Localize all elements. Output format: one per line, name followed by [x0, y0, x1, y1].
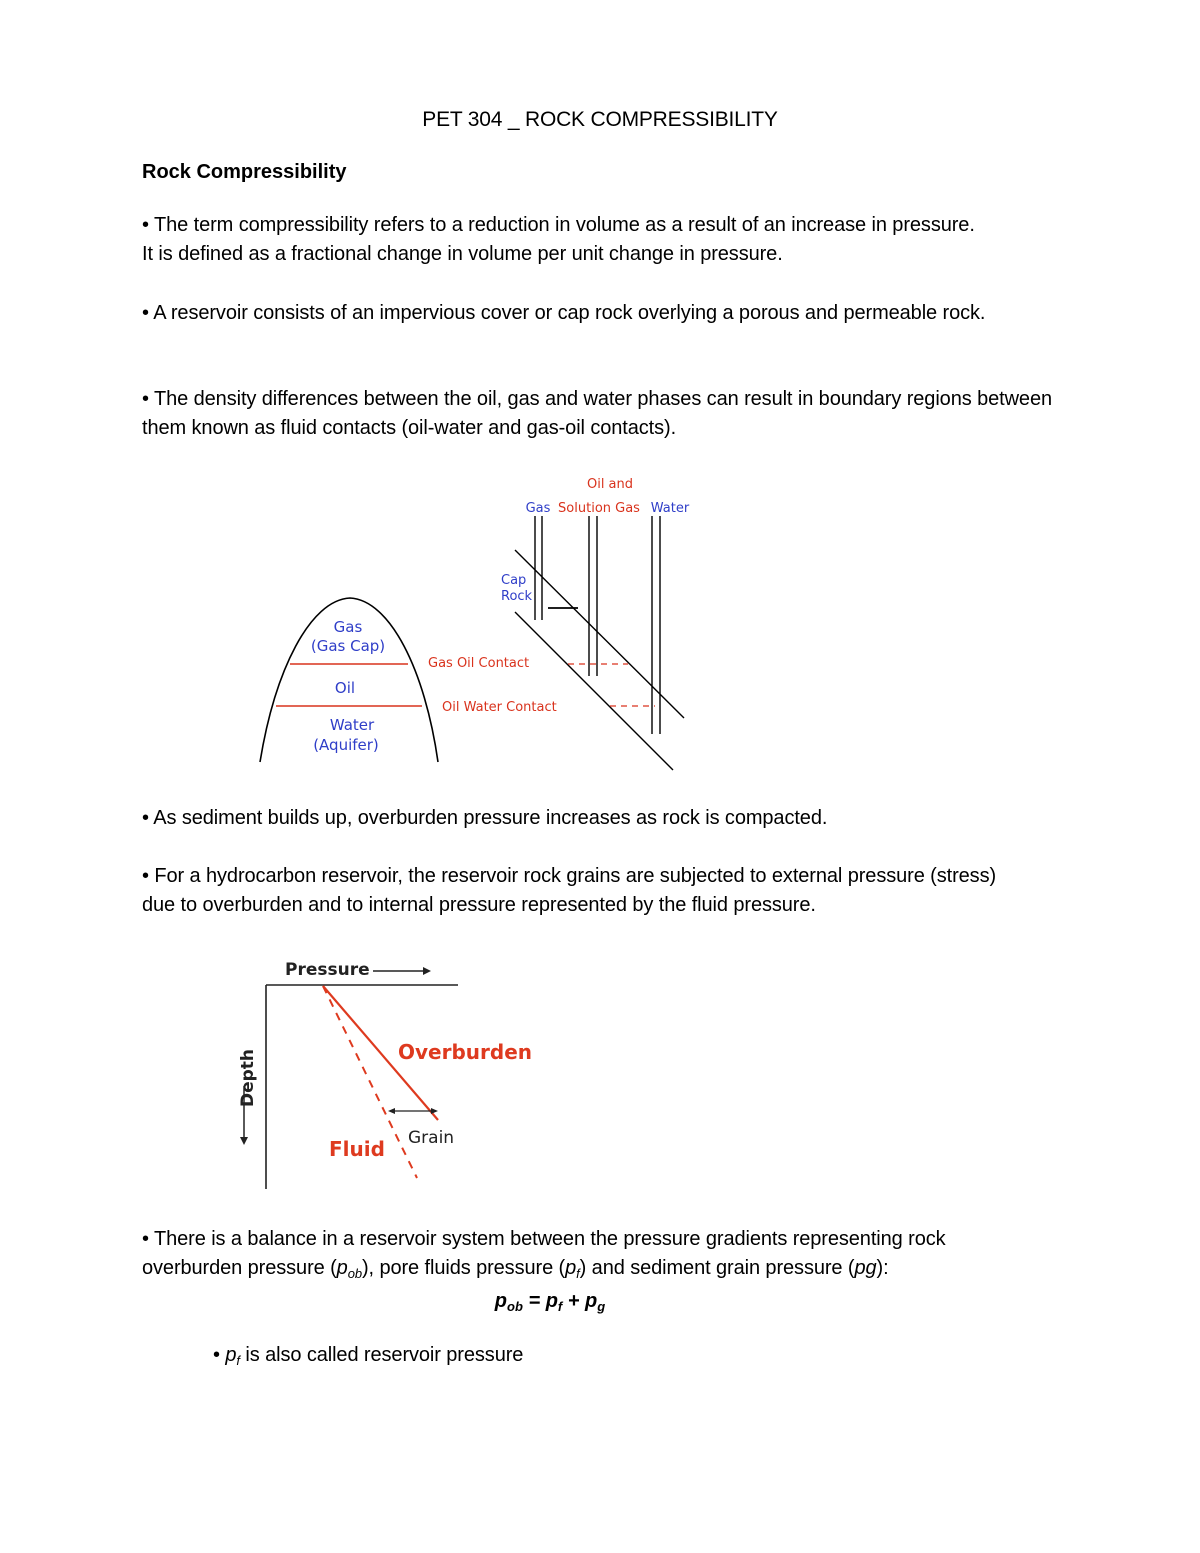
grain-arrow-head-left	[388, 1108, 395, 1114]
depth-axis-label: Depth	[238, 1048, 258, 1108]
oil-water-contact-label: Oil Water Contact	[442, 700, 557, 715]
paragraph-text: The term compressibility refers to a reduction in volume as a result of an increase in pressure.	[154, 214, 975, 236]
bullet: •	[142, 302, 149, 324]
paragraph-reservoir-pressure	[213, 1341, 1143, 1375]
pressure-axis-label: Pressure	[285, 960, 370, 980]
paragraph-text: The density differences between the oil, gas and water phases can result in boundary regions between them known as fluid contacts (oil-water and gas-oil contacts).	[142, 388, 1052, 439]
subscript-f: f	[576, 1266, 580, 1281]
bullet: •	[142, 214, 149, 236]
water-label: Water	[329, 716, 375, 734]
pressure-symbol: p	[336, 1257, 348, 1279]
bullet: •	[142, 1228, 149, 1250]
bullet: •	[142, 388, 149, 410]
bullet: •	[213, 1344, 220, 1366]
well-gas-label: Gas	[525, 501, 551, 516]
depth-arrow-head	[240, 1137, 248, 1145]
subscript-f: f	[236, 1353, 240, 1368]
paragraph-compressibility-definition	[142, 211, 1072, 269]
paragraph-text: ) and sediment grain pressure (	[579, 1257, 855, 1279]
pressure-symbol: p	[225, 1344, 237, 1366]
grain-arrow-head-right	[431, 1108, 438, 1114]
gas-cap-label: (Gas Cap)	[310, 637, 386, 655]
pressure-symbol: p	[565, 1257, 577, 1279]
paragraph-line	[142, 211, 1072, 240]
paragraph-text: is also called reservoir pressure	[239, 1344, 524, 1366]
eq-plus: +	[562, 1290, 586, 1312]
eq-subscript-f: f	[557, 1299, 563, 1314]
paragraph-fluid-contacts	[142, 385, 1057, 443]
bullet: •	[142, 807, 149, 829]
cap-rock-base-line	[515, 612, 673, 770]
paragraph-text: ):	[876, 1257, 889, 1279]
page-title: PET 304 _ ROCK COMPRESSIBILITY	[422, 108, 778, 131]
eq-p: p	[494, 1290, 507, 1312]
paragraph-pressure-balance	[142, 1225, 1042, 1288]
gas-label: Gas	[333, 618, 363, 636]
eq-subscript-ob: ob	[507, 1299, 523, 1314]
gas-oil-contact-label: Gas Oil Contact	[428, 656, 530, 671]
cap-rock-top-line	[515, 550, 684, 718]
cap-label: Cap	[501, 573, 527, 588]
paragraph-text: For a hydrocarbon reservoir, the reservoir rock grains are subjected to external pressure (stress) due to overburden and to internal pressure represented by the fluid pressure.	[142, 865, 997, 916]
section-heading: Rock Compressibility	[142, 161, 347, 183]
oil-label: Oil	[334, 679, 356, 697]
bullet: •	[142, 865, 149, 887]
rock-label: Rock	[501, 589, 533, 604]
paragraph-reservoir	[142, 299, 1022, 328]
paragraph-grain-stress	[142, 862, 1022, 920]
paragraph-text: There is a balance in a reservoir system between the pressure gradients representing rock overburden pressure (	[142, 1228, 946, 1279]
subscript-ob: ob	[347, 1266, 362, 1281]
grain-label: Grain	[408, 1128, 455, 1148]
fluid-label: Fluid	[329, 1137, 385, 1161]
eq-p: p	[585, 1290, 598, 1312]
overburden-label: Overburden	[398, 1040, 533, 1064]
oil-and-label: Oil and	[586, 477, 634, 492]
aquifer-label: (Aquifer)	[313, 736, 379, 754]
paragraph-line: It is defined as a fractional change in volume per unit change in pressure.	[142, 243, 783, 265]
paragraph-text: ), pore fluids pressure (	[361, 1257, 566, 1279]
solution-gas-label: Solution Gas	[558, 501, 640, 516]
eq-p: p	[545, 1290, 558, 1312]
paragraph-overburden	[142, 804, 1072, 833]
reservoir-fluid-contacts-diagram	[250, 470, 710, 780]
pressure-arrow-head	[423, 967, 431, 975]
pressure-depth-diagram	[225, 952, 545, 1197]
paragraph-text: A reservoir consists of an impervious cover or cap rock overlying a porous and permeable rock.	[153, 302, 986, 324]
paragraph-text: As sediment builds up, overburden pressure increases as rock is compacted.	[153, 807, 828, 829]
well-water-label: Water	[650, 501, 690, 516]
pressure-balance-equation	[0, 1290, 1100, 1314]
eq-subscript-g: g	[597, 1299, 606, 1314]
eq-equals: =	[522, 1290, 546, 1312]
pg-symbol: pg	[854, 1257, 877, 1279]
